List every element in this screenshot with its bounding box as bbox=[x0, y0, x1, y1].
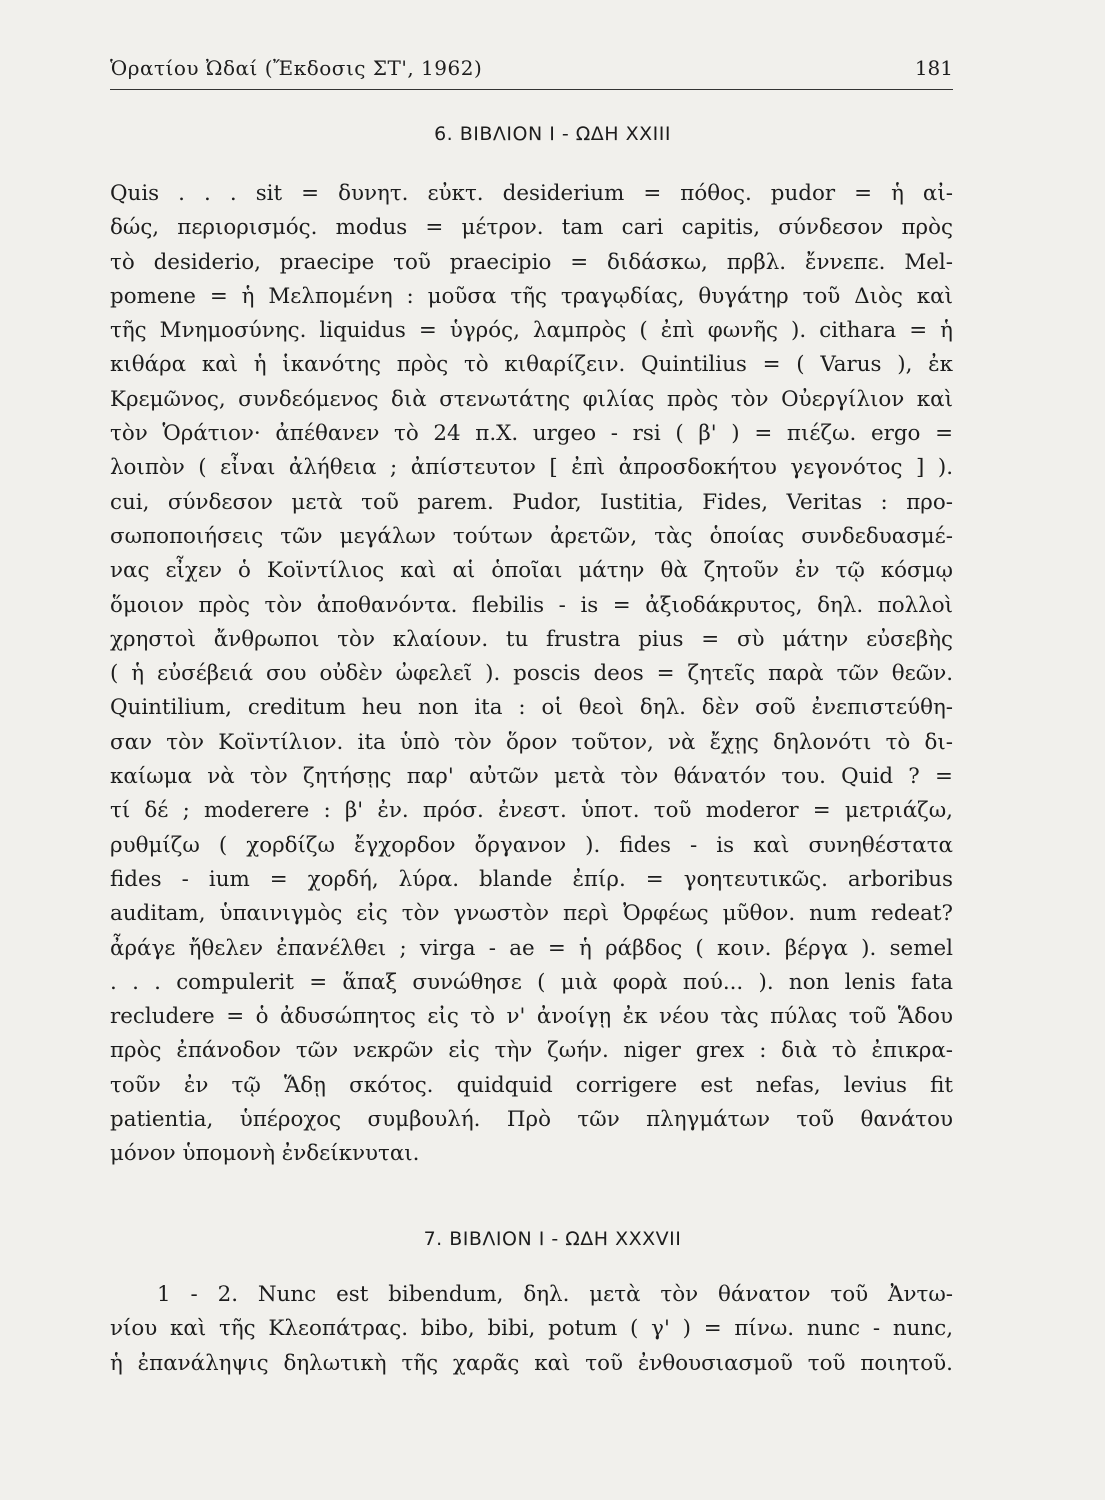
text-line: Κρεμῶνος, συνδεόμενος διὰ στενωτάτης φιλίας πρὸς τὸν Οὐεργίλιον καὶ bbox=[110, 386, 953, 412]
text-line: σαν τὸν Κοϊντίλιον. ita ὑπὸ τὸν ὅρον τοῦτον, νὰ ἔχῃς δηλονότι τὸ δι- bbox=[110, 729, 953, 755]
text-line: 1 - 2. Nunc est bibendum, δηλ. μετὰ τὸν θάνατον τοῦ Ἀντω- bbox=[157, 1282, 953, 1307]
section-6-text bbox=[110, 177, 953, 1193]
text-line: δώς, περιορισμός. modus = μέτρον. tam cari capitis, σύνδεσον πρὸς bbox=[110, 215, 953, 241]
text-line: ( ἡ εὐσέβειά σου οὐδὲν ὠφελεῖ ). poscis deos = ζητεῖς παρὰ τῶν θεῶν. bbox=[110, 661, 953, 687]
section-7-text bbox=[110, 1278, 953, 1408]
text-line: ρυθμίζω ( χορδίζω ἔγχορδον ὄργανον ). fides - is καὶ συνηθέστατα bbox=[110, 832, 953, 858]
text-line: patientia, ὑπέροχος συμβουλή. Πρὸ τῶν πληγμάτων τοῦ θανάτου bbox=[110, 1107, 953, 1133]
text-line: auditam, ὑπαινιγμὸς εἰς τὸν γνωστὸν περὶ Ὀρφέως μῦθον. num redeat? bbox=[110, 901, 953, 927]
page-number: 181 bbox=[914, 56, 953, 80]
text-line: χρηστοὶ ἄνθρωποι τὸν κλαίουν. tu frustra pius = σὺ μάτην εὐσεβὴς bbox=[110, 626, 953, 652]
running-header bbox=[110, 56, 953, 80]
text-line: ὅμοιον πρὸς τὸν ἀποθανόντα. flebilis - is = ἀξιοδάκρυτος, δηλ. πολλοὶ bbox=[110, 592, 953, 618]
text-line: πρὸς ἐπάνοδον τῶν νεκρῶν εἰς τὴν ζωήν. niger grex : διὰ τὸ ἐπικρα- bbox=[110, 1038, 953, 1064]
text-line: cui, σύνδεσον μετὰ τοῦ parem. Pudor, Iustitia, Fides, Veritas : προ- bbox=[110, 489, 953, 515]
text-line: μόνον ὑπομονὴ ἐνδείκνυται. bbox=[110, 1141, 420, 1167]
text-line: Quis . . . sit = δυνητ. εὐκτ. desiderium = πόθος. pudor = ἡ αἰ- bbox=[110, 181, 953, 206]
text-line: fides - ium = χορδή, λύρα. blande ἐπίρ. = γοητευτικῶς. arboribus bbox=[110, 866, 953, 892]
text-line: Quintilium, creditum heu non ita : οἱ θεοὶ δηλ. δὲν σοῦ ἐνεπιστεύθη- bbox=[110, 695, 953, 721]
text-line: . . . compulerit = ἅπαξ συνώθησε ( μιὰ φορὰ πού... ). non lenis fata bbox=[110, 969, 953, 995]
text-line: τὸ desiderio, praecipe τοῦ praecipio = διδάσκω, πρβλ. ἔννεπε. Mel- bbox=[110, 249, 953, 275]
text-line: κιθάρα καὶ ἡ ἱκανότης πρὸς τὸ κιθαρίζειν. Quintilius = ( Varus ), ἐκ bbox=[110, 352, 953, 378]
running-title: Ὁρατίου Ὠδαί (Ἔκδοσις ΣΤ', 1962) bbox=[110, 56, 483, 80]
text-line: τῆς Μνημοσύνης. liquidus = ὑγρός, λαμπρὸς ( ἐπὶ φωνῆς ). cithara = ἡ bbox=[110, 318, 953, 344]
text-line: σωποποιήσεις τῶν μεγάλων τούτων ἀρετῶν, τὰς ὁποίας συνδεδυασμέ- bbox=[110, 523, 953, 549]
text-line: νίου καὶ τῆς Κλεοπάτρας. bibo, bibi, potum ( γ' ) = πίνω. nunc - nunc, bbox=[110, 1316, 953, 1342]
section-heading-7: 7. ΒΙΒΛΙΟΝ Ι - ΩΔΗ XXXVII bbox=[423, 1228, 682, 1250]
header-rule bbox=[110, 89, 953, 90]
text-line: recludere = ὁ ἀδυσώπητος εἰς τὸ ν' ἀνοίγῃ ἐκ νέου τὰς πύλας τοῦ Ἅδου bbox=[110, 1004, 953, 1030]
text-line: καίωμα νὰ τὸν ζητήσῃς παρ' αὐτῶν μετὰ τὸν θάνατόν του. Quid ? = bbox=[110, 764, 953, 790]
text-line: τί δέ ; moderere : β' ἐν. πρόσ. ἐνεστ. ὑποτ. τοῦ moderor = μετριάζω, bbox=[110, 798, 953, 824]
text-line: ἡ ἐπανάληψις δηλωτικὴ τῆς χαρᾶς καὶ τοῦ ἐνθουσιασμοῦ τοῦ ποιητοῦ. bbox=[110, 1350, 953, 1376]
text-line: τοῦν ἐν τῷ Ἅδῃ σκότος. quidquid corrigere est nefas, levius fit bbox=[110, 1072, 953, 1098]
text-line: λοιπὸν ( εἶναι ἀλήθεια ; ἀπίστευτον [ ἐπὶ ἀπροσδοκήτου γεγονότος ] ). bbox=[110, 455, 953, 481]
text-line: νας εἶχεν ὁ Κοϊντίλιος καὶ αἱ ὁποῖαι μάτην θὰ ζητοῦν ἐν τῷ κόσμῳ bbox=[110, 558, 953, 584]
text-line: ἆράγε ἤθελεν ἐπανέλθει ; virga - ae = ἡ ράβδος ( κοιν. βέργα ). semel bbox=[110, 935, 953, 961]
text-line: pomene = ἡ Μελπομένη : μοῦσα τῆς τραγῳδίας, θυγάτηρ τοῦ Διὸς καὶ bbox=[110, 283, 953, 309]
text-line: τὸν Ὁράτιον· ἀπέθανεν τὸ 24 π.Χ. urgeo - rsi ( β' ) = πιέζω. ergo = bbox=[110, 421, 953, 447]
section-heading-6: 6. ΒΙΒΛΙΟΝ Ι - ΩΔΗ XXIII bbox=[434, 123, 671, 145]
